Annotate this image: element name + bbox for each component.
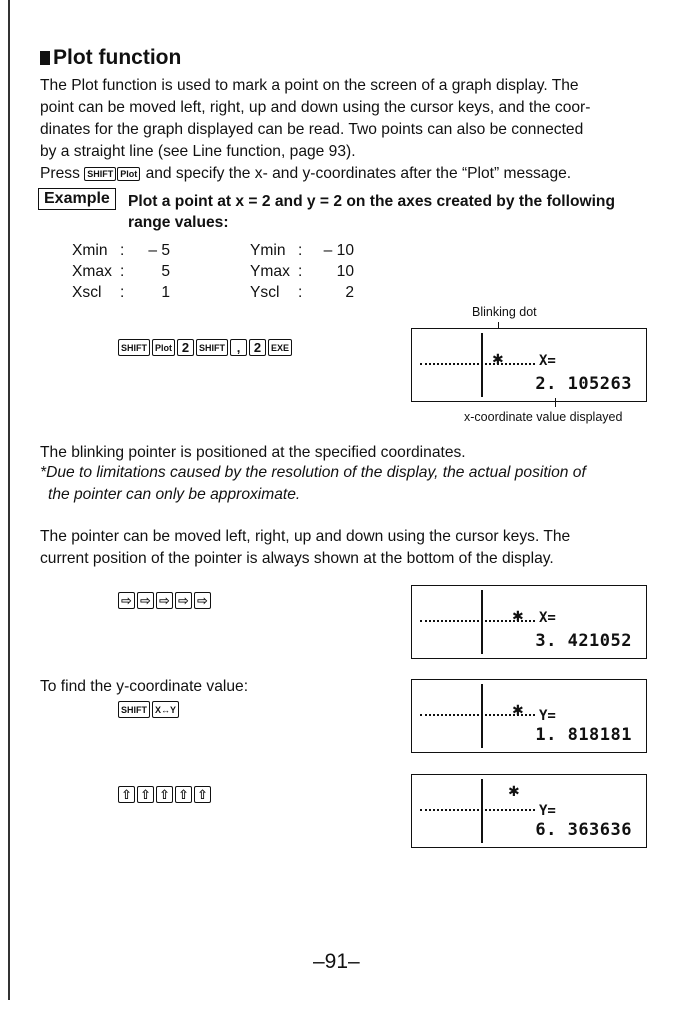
right-arrow-key: ⇨ bbox=[156, 592, 173, 609]
blinking-pointer-text: The blinking pointer is positioned at the specified coordinates. bbox=[40, 444, 466, 461]
key-sequence-xy bbox=[118, 701, 179, 718]
blinking-dot-icon: ✱ bbox=[492, 351, 504, 367]
shift-key: SHIFT bbox=[118, 339, 150, 356]
x-y-swap-key: X↔Y bbox=[152, 701, 179, 718]
margin-rule bbox=[8, 0, 10, 1000]
right-arrow-key: ⇨ bbox=[118, 592, 135, 609]
shift-key: SHIFT bbox=[118, 701, 150, 718]
section-heading: Plot function bbox=[40, 46, 181, 70]
range-x-values: – 5 5 1 bbox=[148, 242, 170, 301]
cursor-paragraph: The pointer can be moved left, right, up and down using the cursor keys. The current position of the pointer is always shown at the bottom of the display. bbox=[40, 528, 571, 567]
range-x-seps: : : : bbox=[120, 242, 125, 301]
intro-paragraph: The Plot function is used to mark a point on the screen of a graph display. The point can be moved left, right, up and down using the cursor keys, and the coor- dinates for the graph displayed can be read. Two points can also be connected by a straight line (see Line function, page 93). Press SHIFT Plot and specify the x- and y-coordinates after the “Plot” message. bbox=[40, 77, 591, 182]
example-text: Plot a point at x = 2 and y = 2 on the axes created by the following range values: bbox=[128, 193, 615, 231]
range-y-labels: Ymin Ymax Yscl bbox=[250, 242, 290, 301]
caption-tick bbox=[555, 398, 556, 407]
range-y-values: – 10 10 2 bbox=[323, 242, 354, 301]
x-coordinate-caption: x-coordinate value displayed bbox=[464, 410, 623, 424]
right-arrow-key: ⇨ bbox=[194, 592, 211, 609]
digit-2-key: 2 bbox=[249, 339, 266, 356]
lcd-display-4: ✱ Y= 6. 363636 bbox=[411, 774, 647, 848]
resolution-note: *Due to limitations caused by the resolution of the display, the actual position of the pointer can only be approximate. bbox=[40, 464, 586, 503]
right-arrow-key: ⇨ bbox=[137, 592, 154, 609]
blinking-dot-icon: ✱ bbox=[508, 783, 520, 799]
lcd-display-1: ✱ X= 2. 105263 bbox=[411, 328, 647, 402]
digit-2-key: 2 bbox=[177, 339, 194, 356]
lcd-display-3: ✱ Y= 1. 818181 bbox=[411, 679, 647, 753]
exe-key: EXE bbox=[268, 339, 292, 356]
up-arrow-key: ⇧ bbox=[118, 786, 135, 803]
up-arrow-key: ⇧ bbox=[175, 786, 192, 803]
key-sequence-plot bbox=[118, 339, 292, 356]
plot-key: Plot bbox=[152, 339, 175, 356]
up-arrow-key: ⇧ bbox=[137, 786, 154, 803]
shift-key: SHIFT bbox=[196, 339, 228, 356]
blinking-dot-icon: ✱ bbox=[512, 608, 524, 624]
range-x-labels: Xmin Xmax Xscl bbox=[72, 242, 112, 301]
square-bullet-icon bbox=[40, 51, 50, 65]
up-arrow-key: ⇧ bbox=[194, 786, 211, 803]
key-sequence-right bbox=[118, 592, 211, 609]
comma-key: , bbox=[230, 339, 247, 356]
example-label: Example bbox=[38, 188, 116, 210]
right-arrow-key: ⇨ bbox=[175, 592, 192, 609]
page-number: –91– bbox=[313, 950, 360, 973]
find-y-label: To find the y-coordinate value: bbox=[40, 678, 249, 695]
lcd-display-2: ✱ X= 3. 421052 bbox=[411, 585, 647, 659]
key-sequence-up bbox=[118, 786, 211, 803]
blinking-dot-callout: Blinking dot bbox=[472, 305, 537, 319]
plot-key-inline: Plot bbox=[117, 167, 140, 181]
up-arrow-key: ⇧ bbox=[156, 786, 173, 803]
blinking-dot-icon: ✱ bbox=[512, 702, 524, 718]
range-y-seps: : : : bbox=[298, 242, 303, 301]
shift-key-inline: SHIFT bbox=[84, 167, 116, 181]
